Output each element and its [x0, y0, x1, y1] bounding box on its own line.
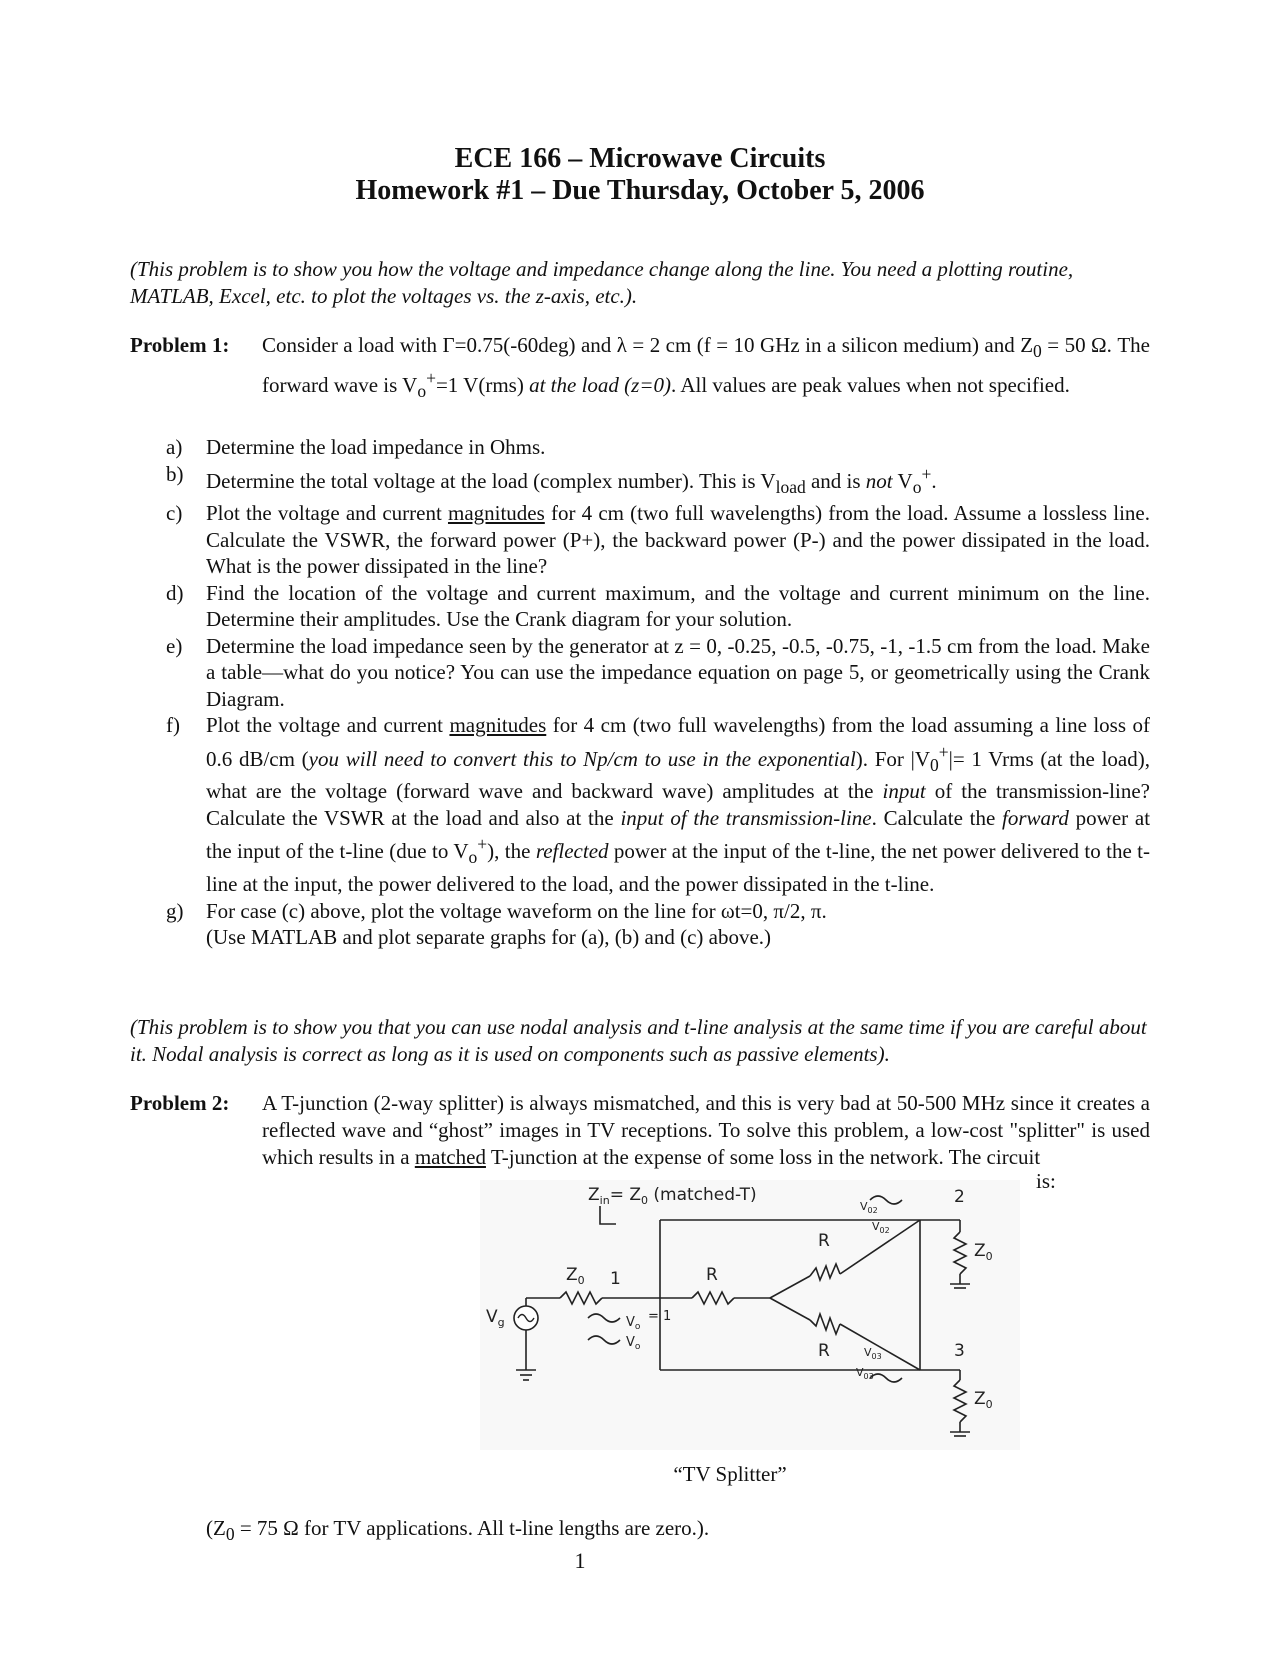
r-lower-label: R — [818, 1341, 830, 1361]
problem2-intro: (This problem is to show you that you can use nodal analysis and t-line analysis at the same time if you are careful about it. Nodal analysis is correct as long as it is used on components such as passive elements). — [130, 1015, 1147, 1066]
problem2-label: Problem 2: — [130, 1091, 230, 1115]
v03-backward-label: $V_{03}$ — [856, 1366, 874, 1381]
node-2-label: 2 — [954, 1187, 965, 1207]
list-item: c) Plot the voltage and current magnitudes for 4 cm (two full wavelengths) from the load. Assume a lossless line. Calculate the VSWR, the forward power (P+), the backward power (P-) and the power dissipated in the load. What is the power dissipated in the line? — [166, 501, 1150, 579]
z0-port3-label: $Z_0$ — [974, 1389, 993, 1411]
list-item: g) For case (c) above, plot the voltage waveform on the line for ωt=0, π/2, π. (Use MATLAB and plot separate graphs for (a), (b) and (c) above.) — [166, 898, 827, 950]
vo-eq-label: = 1 — [648, 1309, 672, 1324]
list-item: f) Plot the voltage and current magnitudes for 4 cm (two full wavelengths) from the load assuming a line loss of 0.6 dB/cm (you will need to convert this to Np/cm to use in the exponential). For $|V_0^+|= 1$ Vrms (at the load), what are the voltage (forward wave and backward wave) amplitudes at the input of the transmission-line? Calculate the VSWR at the load and also at the input of the transmission-line. Calculate the forward power at the input of the t-line (due to $V_o^+$), the reflected power at the input of the t-line, the net power delivered to the t-line at the input, the power delivered to the load, and the power dissipated in the t-line. — [166, 713, 1151, 897]
vo-forward-label: $V_o$ — [626, 1315, 641, 1332]
zin-label: $Z_{in}= Z_0$ (matched-T) — [588, 1185, 757, 1207]
node-1-label: 1 — [610, 1269, 621, 1289]
r-center-label: R — [706, 1265, 718, 1285]
list-item: a) Determine the load impedance in Ohms. — [166, 435, 546, 459]
list-item: b) Determine the total voltage at the load (complex number). This is $V_{load}$ and is not $V_o^+$. — [166, 461, 937, 497]
r-upper-label: R — [818, 1231, 830, 1251]
circuit-caption: “TV Splitter” — [673, 1462, 787, 1486]
page-number: 1 — [574, 1548, 586, 1573]
problem1-intro: (This problem is to show you how the voltage and impedance change along the line. You need a plotting routine, MATLAB, Excel, etc. to plot the voltages vs. the z-axis, etc.). — [130, 257, 1074, 308]
problem1-items — [166, 434, 1150, 951]
problem1-statement: Consider a load with Γ=0.75(-60deg) and λ = 2 cm (f = 10 GHz in a silicon medium) and $Z_0 = 50$ Ω. The forward wave is $V_o^+=1$ V(rms) at the load (z=0). All values are peak values when not specified. — [262, 333, 1150, 402]
vo-backward-label: $V_o$ — [626, 1335, 641, 1352]
v03-forward-label: $V_{03}$ — [864, 1346, 882, 1361]
list-item: d) Find the location of the voltage and current maximum, and the voltage and current minimum on the line. Determine their amplitudes. Use the Crank diagram for your solution. — [166, 580, 1150, 632]
problem2-statement: A T-junction (2-way splitter) is always mismatched, and this is very bad at 50-500 MHz since it creates a reflected wave and “ghost” images in TV receptions. To solve this problem, a low-cost "splitter" is used which results in a matched T-junction at the expense of some loss in the network. The circuit — [262, 1091, 1150, 1169]
course-title: ECE 166 – Microwave Circuits — [454, 143, 826, 174]
v02-backward-label: $V_{02}$ — [872, 1220, 890, 1235]
z0-port2-label: $Z_0$ — [974, 1241, 993, 1263]
problem2-tail: is: — [1036, 1169, 1056, 1193]
v02-forward-label: $V_{02}$ — [860, 1200, 878, 1215]
homework-title: Homework #1 – Due Thursday, October 5, 2006 — [355, 175, 925, 206]
problem1-label: Problem 1: — [130, 333, 230, 357]
z0-source-label: $Z_0$ — [566, 1265, 585, 1287]
list-item: e) Determine the load impedance seen by the generator at z = 0, -0.25, -0.5, -0.75, -1, -1.5 cm from the load. Make a table—what do you notice? You can use the impedance equation on page 5, or geometrically using the Crank Diagram. — [166, 633, 1150, 711]
tv-splitter-circuit — [480, 1180, 1020, 1450]
problem2-note: ($Z_0 = 75$ Ω for TV applications. All t-line lengths are zero.). — [206, 1516, 710, 1545]
node-3-label: 3 — [954, 1341, 965, 1361]
vg-label: $V_g$ — [486, 1307, 505, 1329]
